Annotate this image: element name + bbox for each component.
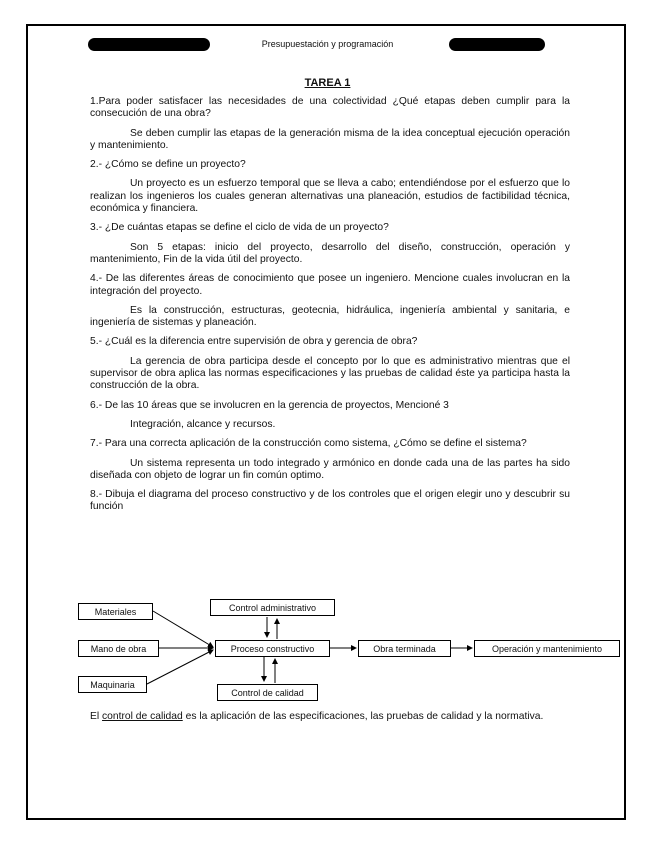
question-5: 5.- ¿Cuál es la diferencia entre supervisión de obra y gerencia de obra? — [90, 336, 418, 348]
document-body — [90, 96, 570, 521]
question-7: 7.- Para una correcta aplicación de la construcción como sistema, ¿Cómo se define el sistema? — [90, 438, 527, 450]
question-8: 8.- Dibuja el diagrama del proceso constructivo y de los controles que el origen elegir uno y descubrir su función — [90, 489, 570, 513]
answer-1: Se deben cumplir las etapas de la generación misma de la idea conceptual ejecución operación y mantenimiento. — [90, 127, 570, 151]
diagram-box-control-de-calidad: Control de calidad — [217, 684, 318, 701]
diagram-box-operacion: Operación y mantenimiento — [474, 640, 620, 657]
answer-6: Integración, alcance y recursos. — [130, 418, 276, 430]
answer-5: La gerencia de obra participa desde el concepto por lo que es administrativo mientras que el supervisor de obra aplica las normas especificaciones y las pruebas de calidad éste ya participa hasta la construcción de la obra. — [90, 355, 570, 392]
footer-paragraph — [90, 711, 570, 723]
diagram-box-obra-terminada: Obra terminada — [358, 640, 451, 657]
diagram-box-control-administrativo: Control administrativo — [210, 599, 335, 616]
diagram-box-mano-de-obra: Mano de obra — [78, 640, 159, 657]
question-6: 6.- De las 10 áreas que se involucren en la gerencia de proyectos, Mencioné 3 — [90, 399, 449, 411]
question-1: 1.Para poder satisfacer las necesidades de una colectividad ¿Qué etapas deben cumplir para la consecución de una obra? — [90, 96, 570, 120]
task-title: TAREA 1 — [304, 77, 351, 89]
diagram-box-materiales: Materiales — [78, 603, 153, 620]
footer-pre: El — [90, 711, 103, 722]
diagram-box-proceso-constructivo: Proceso constructivo — [215, 640, 330, 657]
question-2: 2.- ¿Cómo se define un proyecto? — [90, 159, 246, 171]
answer-3: Son 5 etapas: inicio del proyecto, desarrollo del diseño, construcción, operación y mantenimiento, Fin de la vida útil del proyecto. — [90, 241, 570, 265]
question-4: 4.- De las diferentes áreas de conocimiento que posee un ingeniero. Mencione cuales involucran en la integración del proyecto. — [90, 273, 570, 297]
footer-underlined-term: control de calidad — [102, 711, 183, 722]
diagram-box-maquinaria: Maquinaria — [78, 676, 147, 693]
answer-2: Un proyecto es un esfuerzo temporal que se lleva a cabo; entendiéndose por el esfuerzo que lo realizan los ingenieros los cuales generan alternativas una planeación, estudios de factibilidad técnica, económica y financiera. — [90, 178, 570, 215]
answer-4: Es la construcción, estructuras, geotecnia, hidráulica, ingeniería ambiental y sanitaria, e ingeniería de sistemas y planeación. — [90, 304, 570, 329]
document-header: Presupuestación y programación — [261, 39, 394, 49]
footer-post: es la aplicación de las especificaciones, las pruebas de calidad y la normativa. — [182, 711, 544, 722]
answer-7: Un sistema representa un todo integrado y armónico en donde cada una de las partes ha sido diseñada con objeto de lograr un fin común optimo. — [90, 457, 570, 481]
question-3: 3.- ¿De cuántas etapas se define el ciclo de vida de un proyecto? — [90, 222, 389, 234]
